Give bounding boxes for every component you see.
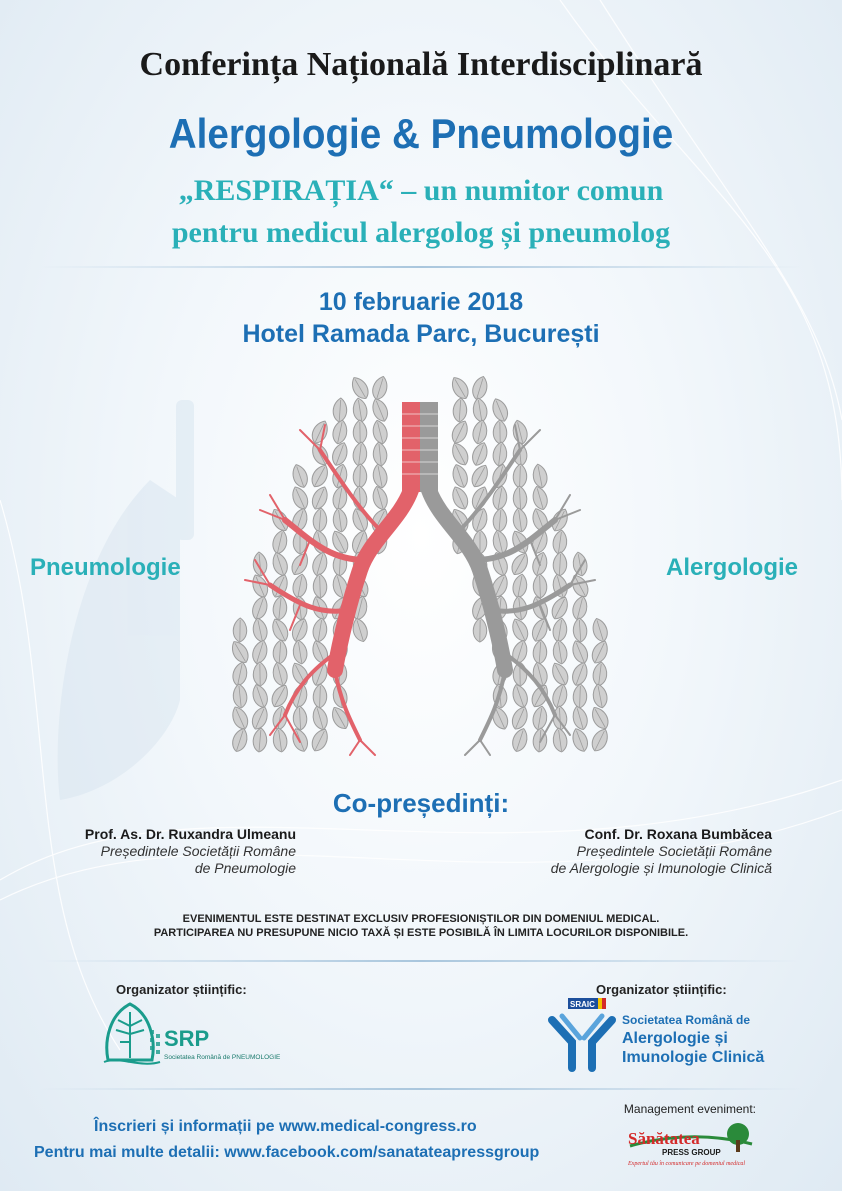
sraic-logo xyxy=(544,998,784,1078)
lung-leaf xyxy=(509,704,531,731)
footer-registration[interactable]: Înscrieri și informații pe www.medical-congress.ro xyxy=(94,1118,477,1135)
lungs-illustration xyxy=(200,370,640,760)
lung-leaf xyxy=(308,462,331,490)
lung-leaf xyxy=(352,441,368,466)
lung-leaf xyxy=(349,506,370,533)
lung-leaf xyxy=(492,507,508,532)
lung-leaf xyxy=(571,595,590,622)
lung-leaf xyxy=(272,595,288,620)
subtitle-line-1: „RESPIRAȚIA“ – un numitor comun xyxy=(178,174,664,207)
lung-leaf xyxy=(291,573,309,599)
lung-leaf xyxy=(531,705,548,731)
footer-facebook[interactable]: Pentru mai multe detalii: www.facebook.com/sanatateapressgroup xyxy=(34,1144,540,1161)
lung-leaf xyxy=(289,484,311,511)
organizer-right-label: Organizator științific: xyxy=(596,982,727,997)
lung-leaf xyxy=(270,551,290,578)
copresident-right-role: Președintele Societății Române xyxy=(576,843,772,859)
copresident-left xyxy=(66,826,296,877)
lung-leaf xyxy=(353,464,367,488)
lung-leaf xyxy=(589,726,612,753)
copresident-right xyxy=(540,826,772,877)
lung-leaf xyxy=(592,661,608,686)
tree-icon xyxy=(727,1123,749,1152)
lung-leaf xyxy=(370,485,390,512)
lung-leaf xyxy=(552,529,569,555)
lung-leaf xyxy=(291,639,308,665)
lung-leaf xyxy=(569,638,591,665)
lung-leaf xyxy=(471,419,489,445)
lung-leaf xyxy=(289,660,312,688)
lung-leaf xyxy=(250,682,271,709)
lung-leaf xyxy=(452,398,467,423)
lung-leaf xyxy=(571,551,588,577)
srp-logo-subtitle: Societatea Română de PNEUMOLOGIE xyxy=(164,1054,280,1061)
lung-leaf xyxy=(531,661,550,688)
lung-leaf xyxy=(529,616,551,643)
copresident-left-role-2: de Pneumologie xyxy=(194,860,296,876)
lung-leaf xyxy=(251,617,269,643)
lung-leaf xyxy=(551,617,568,643)
lung-leaf xyxy=(353,420,367,444)
lung-leaf xyxy=(549,660,572,688)
lung-leaf xyxy=(550,683,569,710)
event-venue: Hotel Ramada Parc, București xyxy=(242,320,600,348)
lung-leaf xyxy=(449,440,472,468)
lung-leaf xyxy=(572,618,587,643)
lung-leaf xyxy=(551,639,568,665)
lung-leaf xyxy=(332,398,347,423)
sraic-badge: SRAIC xyxy=(570,1000,595,1009)
lung-leaf xyxy=(252,727,268,752)
divider-3 xyxy=(40,1088,802,1090)
trachea-left xyxy=(402,402,420,492)
lung-leaf xyxy=(249,572,271,599)
lung-leaf xyxy=(513,486,528,511)
lung-leaf xyxy=(591,683,609,709)
sraic-line-3: Imunologie Clinică xyxy=(622,1049,765,1066)
lung-leaf xyxy=(449,484,471,511)
lung-leaf xyxy=(470,375,490,402)
notice-line-1: EVENIMENTUL ESTE DESTINAT EXCLUSIV PROFESIONIȘTILOR DIN DOMENIUL MEDICAL. xyxy=(182,913,660,925)
lung-leaf xyxy=(331,419,349,445)
antibody-icon xyxy=(552,1016,612,1068)
lung-leaf xyxy=(332,507,349,533)
lung-leaf xyxy=(570,705,590,732)
lung-leaf xyxy=(513,464,527,488)
lung-leaf xyxy=(312,507,328,532)
lung-leaf xyxy=(289,616,311,643)
lung-leaf xyxy=(310,705,330,732)
organizer-left-label: Organizator științific: xyxy=(116,982,247,997)
lung-leaf xyxy=(570,660,591,687)
lung-leaf xyxy=(272,640,287,665)
side-label-left: Pneumologie xyxy=(30,554,181,581)
lung-leaf xyxy=(310,551,330,578)
lung-leaf xyxy=(511,419,530,446)
subtitle-line-2: pentru medicul alergolog și pneumolog xyxy=(171,216,671,249)
lung-leaf xyxy=(313,574,327,598)
lung-leaf xyxy=(553,552,568,577)
lung-leaf xyxy=(531,463,549,489)
lung-leaf xyxy=(309,484,331,511)
lung-leaf xyxy=(512,507,529,533)
sanatatea-tagline: Expertul tău în comunicare pe domeniul medical xyxy=(628,1161,746,1167)
copresident-right-role-2: de Alergologie și Imunologie Clinică xyxy=(550,860,772,876)
lung-leaf xyxy=(233,618,247,642)
lung-leaf xyxy=(473,618,487,642)
lung-leaf xyxy=(309,726,332,753)
lung-leaf xyxy=(271,661,290,688)
lung-leaf xyxy=(293,706,308,731)
lung-leaf xyxy=(509,616,531,643)
lung-leaf xyxy=(511,573,529,599)
lung-leaf xyxy=(588,704,611,732)
notice xyxy=(0,912,842,940)
lung-leaf xyxy=(569,726,590,753)
lung-leaf xyxy=(532,640,547,665)
lung-leaf xyxy=(573,684,587,708)
divider-2 xyxy=(40,960,802,962)
copresident-left-role: Președintele Societății Române xyxy=(100,843,296,859)
lung-leaf xyxy=(468,462,491,490)
lung-leaf xyxy=(589,638,611,665)
lung-leaf xyxy=(252,551,268,576)
sraic-line-1: Societatea Română de xyxy=(622,1013,751,1027)
lung-leaf xyxy=(290,462,311,489)
management-label: Management eveniment: xyxy=(623,1102,756,1116)
lung-leaf xyxy=(230,727,250,754)
event-date: 10 februarie 2018 xyxy=(318,288,524,316)
lung-leaf xyxy=(493,420,507,444)
copresident-right-name: Conf. Dr. Roxana Bumbăcea xyxy=(584,826,772,842)
srp-logo xyxy=(100,1000,280,1072)
conference-title: Conferința Națională Interdisciplinară xyxy=(139,46,703,83)
lung-leaf xyxy=(231,661,249,687)
notice-line-2: PARTICIPAREA NU PRESUPUNE NICIO TAXĂ ȘI ESTE POSIBILĂ ÎN LIMITA LOCURILOR DISPONIBILE. xyxy=(153,927,689,939)
lung-leaf xyxy=(370,375,390,402)
sanatatea-brand: Sănătatea xyxy=(628,1129,700,1148)
copresidents-heading: Co-președinți: xyxy=(332,788,510,818)
lung-leaf xyxy=(448,374,472,402)
lung-leaf xyxy=(450,462,471,489)
lung-leaf xyxy=(371,419,390,446)
srp-logo-text: SRP xyxy=(164,1026,210,1051)
lung-leaf xyxy=(309,638,331,665)
trachea-right xyxy=(420,402,438,492)
lung-leaf xyxy=(250,639,270,666)
lung-leaf xyxy=(369,396,391,423)
lung-leaf xyxy=(371,463,389,489)
lung-leaf xyxy=(249,704,271,731)
lung-leaf xyxy=(313,684,327,708)
lung-leaf xyxy=(471,397,488,423)
lung-leaf xyxy=(533,574,547,598)
lung-leaf xyxy=(250,594,271,621)
lung-leaf xyxy=(232,683,248,708)
divider xyxy=(40,266,802,268)
lung-leaf xyxy=(553,706,568,731)
lung-leaf xyxy=(372,441,388,466)
lung-leaf xyxy=(311,617,328,643)
lung-leaf xyxy=(590,617,610,644)
copresident-left-name: Prof. As. Dr. Ruxandra Ulmeanu xyxy=(84,826,296,842)
lung-leaf xyxy=(253,662,267,686)
lung-leaf xyxy=(470,440,491,467)
sanatatea-logo xyxy=(622,1120,762,1168)
lung-leaf xyxy=(330,440,351,467)
lung-leaf xyxy=(510,682,531,709)
lung-leaf xyxy=(271,529,290,555)
sanatatea-press: PRESS GROUP xyxy=(662,1148,721,1157)
side-label-right: Alergologie xyxy=(665,554,798,581)
lung-leaf xyxy=(449,418,471,445)
lung-leaf xyxy=(348,374,372,402)
lung-leaf xyxy=(351,397,368,423)
lung-leaf xyxy=(510,727,530,754)
main-title: Alergologie & Pneumologie xyxy=(168,110,674,157)
lung-leaf xyxy=(492,441,508,466)
lung-leaf xyxy=(269,616,291,643)
lung-leaf xyxy=(229,704,251,731)
sraic-line-2: Alergologie și xyxy=(622,1030,728,1047)
lung-leaf xyxy=(530,485,550,512)
